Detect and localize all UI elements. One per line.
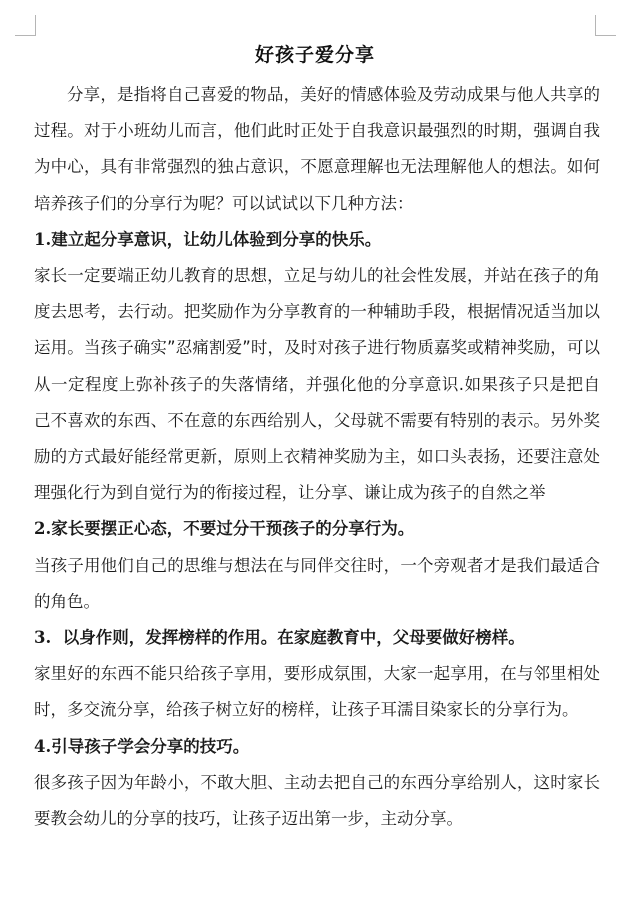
section-3-heading: 3. 以身作则，发挥榜样的作用。在家庭教育中，父母要做好榜样。 (34, 628, 525, 648)
section-4-heading: 4.引导孩子学会分享的技巧。 (34, 736, 250, 756)
document-title: 好孩子爱分享 (254, 44, 375, 66)
crop-mark-top-left (15, 15, 36, 36)
section-1-heading: 1.建立起分享意识，让幼儿体验到分享的快乐。 (34, 229, 382, 249)
section-2-heading: 2.家长要摆正心态，不要过分干预孩子的分享行为。 (34, 519, 415, 539)
section-1-body: 家长一定要端正幼儿教育的思想，立足与幼儿的社会性发展，并站在孩子的角度去思考，去行动。把奖励作为分享教育的一种辅助手段，根据情况适当加以运用。当孩子确实”忍痛割爱”时，及时对孩子进行物质嘉奖或精神奖励，可以从一定程度上弥补孩子的失落情绪，并强化他的分享意识.如果孩子只是把自己不喜欢的东西、不在意的东西给别人，父母就不需要有特别的表示。另外奖励的方式最好能经常更新，原则上衣精神奖励为主，如口头表扬，还要注意处理强化行为到自觉行为的衔接过程，让分享、谦让成为孩子的自然之举 (34, 266, 600, 503)
section-4-body: 很多孩子因为年龄小，不敢大胆、主动去把自己的东西分享给别人，这时家长要教会幼儿的分享的技巧，让孩子迈出第一步，主动分享。 (34, 772, 600, 829)
crop-mark-top-right (595, 15, 616, 36)
section-2-body: 当孩子用他们自己的思维与想法在与同伴交往时，一个旁观者才是我们最适合的角色。 (34, 555, 600, 611)
document-body (34, 77, 600, 837)
section-3-body: 家里好的东西不能只给孩子享用，要形成氛围，大家一起享用，在与邻里相处时，多交流分享，给孩子树立好的榜样，让孩子耳濡目染家长的分享行为。 (34, 664, 600, 720)
intro-paragraph: 分享，是指将自己喜爱的物品，美好的情感体验及劳动成果与他人共享的过程。对于小班幼儿而言，他们此时正处于自我意识最强烈的时期，强调自我为中心，具有非常强烈的独占意识，不愿意理解也无法理解他人的想法。如何培养孩子们的分享行为呢？可以试试以下几种方法： (34, 85, 600, 213)
